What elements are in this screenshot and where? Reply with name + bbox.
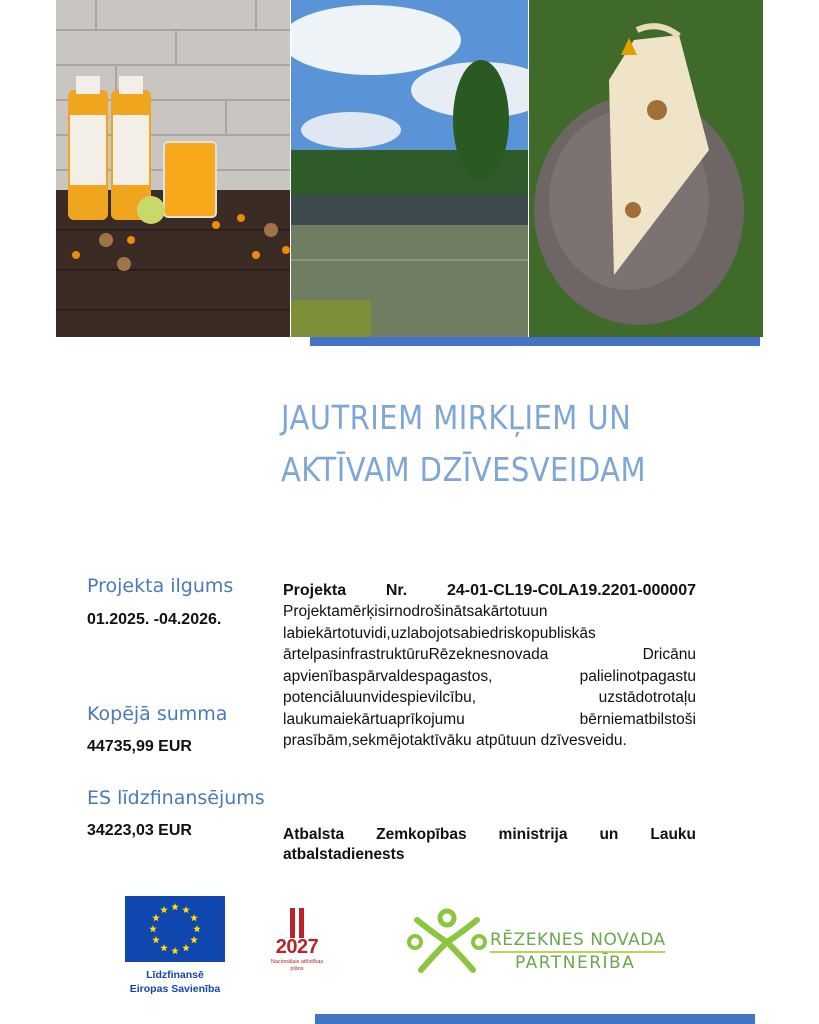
total-amount-value: 44735,99 EUR bbox=[87, 738, 192, 755]
eu-funding-value: 34223,03 EUR bbox=[87, 822, 192, 839]
support-statement: Atbalsta Zemkopības ministrija un Lauku atbalstadienests bbox=[283, 826, 696, 863]
eu-star bbox=[160, 906, 168, 913]
accent-bar-top bbox=[310, 337, 760, 346]
eu-flag-logo bbox=[125, 896, 225, 962]
total-amount-label: Kopējā summa bbox=[87, 703, 228, 725]
eu-star bbox=[182, 944, 190, 951]
eu-star bbox=[171, 903, 179, 910]
eu-funding-label: ES līdzfinansējums bbox=[87, 787, 265, 809]
eu-caption bbox=[115, 968, 235, 996]
title-line-2: AKTĪVAM DZĪVESVEIDAM bbox=[281, 450, 646, 489]
eu-star bbox=[190, 936, 198, 943]
partnership-name-line-2: PARTNERĪBA bbox=[515, 953, 636, 973]
eu-caption-line-2: Eiropas Savienība bbox=[129, 983, 221, 995]
eu-star bbox=[152, 936, 160, 943]
title-line-1: JAUTRIEM MIRKĻIEM UN bbox=[281, 398, 632, 437]
eu-star bbox=[160, 944, 168, 951]
photo-sea-buckthorn-drinks bbox=[56, 0, 290, 337]
eu-star bbox=[190, 914, 198, 921]
project-number bbox=[283, 582, 696, 600]
project-number-label: Projekta bbox=[283, 582, 347, 599]
national-plan-year: 2027 bbox=[275, 936, 319, 958]
photo-kokle-on-stone bbox=[529, 0, 763, 337]
accent-bar-bottom bbox=[315, 1014, 755, 1024]
eu-star bbox=[152, 914, 160, 921]
eu-star bbox=[149, 925, 157, 932]
page-title bbox=[281, 392, 739, 496]
eu-stars-icon bbox=[125, 896, 225, 962]
project-number-value: 24-01-CL19-C0LA19.2201-000007 bbox=[446, 582, 696, 599]
eu-star bbox=[193, 925, 201, 932]
duration-value: 01.2025. -04.2026. bbox=[87, 611, 222, 628]
national-plan-caption: Nacionālais attīstības plāns bbox=[270, 959, 324, 972]
partnership-people-icon bbox=[407, 906, 487, 978]
photo-lake-park bbox=[291, 0, 528, 337]
project-description: Projektamērķisirnodrošinātsakārtotuun labiekārtotuvidi,uzlabojotsabiedriskopubliskās ārtelpasinfrastruktūruRēzeknesnovada Dricānu apvienībaspārvaldespagastos, palielinotpagastu potenciāluunvidespievilcību, uzstādotrotaļu laukumaiekārtuaprīkojumu bērniematbilstoši prasībām,sekmējotaktīvāku atpūtuun dzīvesveidu. bbox=[283, 603, 696, 749]
eu-star bbox=[171, 947, 179, 954]
duration-label: Projekta ilgums bbox=[87, 575, 234, 597]
eu-star bbox=[182, 906, 190, 913]
partnership-name-line-1: RĒZEKNES NOVADA bbox=[490, 930, 666, 950]
project-number-abbr: Nr. bbox=[385, 582, 408, 599]
eu-caption-line-1: Līdzfinansē bbox=[146, 969, 204, 981]
